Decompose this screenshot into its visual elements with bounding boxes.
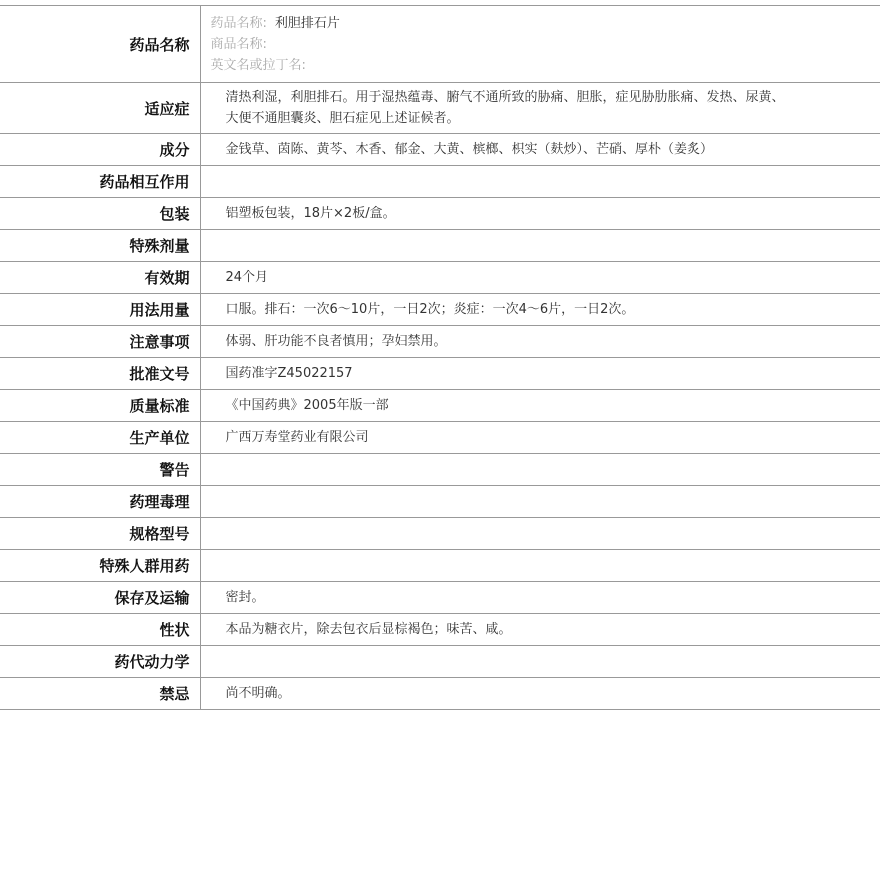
row-label: 特殊人群用药 (0, 550, 200, 582)
row-label-drug-name: 药品名称 (0, 6, 200, 83)
row-storage (0, 582, 880, 614)
english-name-line (211, 55, 880, 76)
drug-info-table (0, 5, 880, 710)
row-description (0, 614, 880, 646)
row-ingredients (0, 134, 880, 166)
generic-name-label: 药品名称: (210, 15, 267, 31)
row-interactions (0, 166, 880, 198)
row-pharmacokinetics (0, 646, 880, 678)
row-value (200, 454, 880, 486)
row-label: 质量标准 (0, 390, 200, 422)
trade-name-label: 商品名称: (210, 36, 267, 52)
row-indications (0, 83, 880, 134)
row-approval-number (0, 358, 880, 390)
row-drug-name (0, 6, 880, 83)
row-value: 尚不明确。 (225, 686, 291, 701)
row-value: 24个月 (225, 270, 269, 285)
row-label: 注意事项 (0, 326, 200, 358)
row-value (200, 166, 880, 198)
row-label: 特殊剂量 (0, 230, 200, 262)
row-manufacturer (0, 422, 880, 454)
row-specification (0, 518, 880, 550)
row-value: 体弱、肝功能不良者慎用；孕妇禁用。 (225, 334, 447, 349)
row-quality-standard (0, 390, 880, 422)
row-value (200, 518, 880, 550)
row-label: 药理毒理 (0, 486, 200, 518)
row-value (200, 230, 880, 262)
row-value: 清热利湿，利胆排石。用于湿热蕴毒、腑气不通所致的胁痛、胆胀，症见胁肋胀痛、发热、尿黄、大便不通胆囊炎、胆石症见上述证候者。 (225, 90, 785, 126)
row-special-populations (0, 550, 880, 582)
row-usage-dosage (0, 294, 880, 326)
row-label: 用法用量 (0, 294, 200, 326)
row-value (200, 486, 880, 518)
row-label: 生产单位 (0, 422, 200, 454)
row-special-dosage (0, 230, 880, 262)
row-value: 口服。排石：一次6～10片，一日2次；炎症：一次4～6片，一日2次。 (225, 302, 635, 317)
row-value: 本品为糖衣片，除去包衣后显棕褐色；味苦、咸。 (225, 622, 512, 637)
trade-name-line (211, 34, 880, 55)
row-label: 包装 (0, 198, 200, 230)
row-label: 警告 (0, 454, 200, 486)
row-value (200, 646, 880, 678)
row-value (200, 550, 880, 582)
row-label: 成分 (0, 134, 200, 166)
row-label: 有效期 (0, 262, 200, 294)
row-label: 规格型号 (0, 518, 200, 550)
drug-name-cell (200, 6, 880, 83)
row-label: 禁忌 (0, 678, 200, 710)
row-value: 《中国药典》2005年版一部 (225, 398, 389, 413)
english-name-label: 英文名或拉丁名: (210, 57, 306, 73)
row-label: 药品相互作用 (0, 166, 200, 198)
row-pharmacology (0, 486, 880, 518)
row-shelf-life (0, 262, 880, 294)
row-label: 批准文号 (0, 358, 200, 390)
row-label: 药代动力学 (0, 646, 200, 678)
row-value: 广西万寿堂药业有限公司 (225, 430, 369, 445)
generic-name-line (211, 13, 880, 34)
row-precautions (0, 326, 880, 358)
row-value: 金钱草、茵陈、黄芩、木香、郁金、大黄、槟榔、枳实（麸炒）、芒硝、厚朴（姜炙） (225, 142, 714, 157)
row-warning (0, 454, 880, 486)
row-contraindications (0, 678, 880, 710)
row-value: 铝塑板包装，18片×2板/盒。 (225, 206, 396, 221)
row-label: 适应症 (0, 83, 200, 134)
generic-name-value: 利胆排石片 (274, 15, 340, 31)
row-value: 国药准字Z45022157 (225, 366, 353, 381)
row-value: 密封。 (225, 590, 265, 605)
row-label: 保存及运输 (0, 582, 200, 614)
row-packaging (0, 198, 880, 230)
row-label: 性状 (0, 614, 200, 646)
